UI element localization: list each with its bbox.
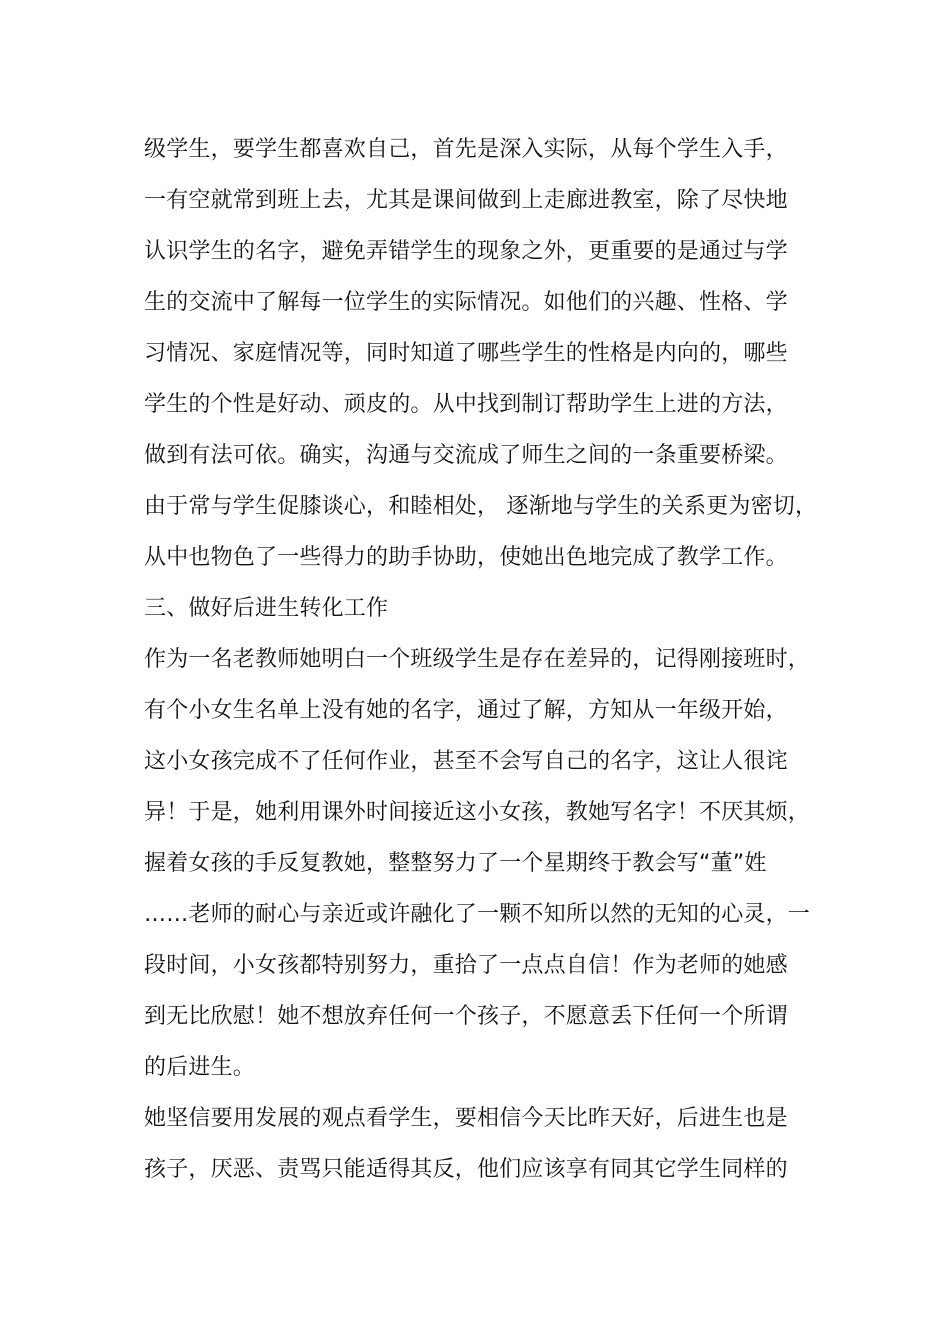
text-line: 段时间，小女孩都特别努力，重拾了一点点自信！作为老师的她感 (144, 953, 788, 978)
text-line: 到无比欣慰！她不想放弃任何一个孩子，不愿意丢下任何一个所谓 (144, 1004, 788, 1029)
text-line: 的后进生。 (144, 1055, 256, 1080)
text-line: 做到有法可依。确实，沟通与交流成了师生之间的一条重要桥梁。 (144, 443, 788, 468)
text-line: 生的交流中了解每一位学生的实际情况。如他们的兴趣、性格、学 (144, 290, 788, 315)
text-line: 一有空就常到班上去，尤其是课间做到上走廊进教室，除了尽快地 (144, 188, 788, 213)
text-line: 作为一名老教师她明白一个班级学生是存在差异的，记得刚接班时， (144, 647, 811, 672)
paragraph-3 (144, 1097, 834, 1199)
text-line: 异！于是，她利用课外时间接近这小女孩，教她写名字！不厌其烦， (144, 800, 811, 825)
text-line: 有个小女生名单上没有她的名字，通过了解，方知从一年级开始， (144, 698, 788, 723)
section-heading: 三、做好后进生转化工作 (144, 596, 389, 621)
text-line: 级学生，要学生都喜欢自己，首先是深入实际，从每个学生入手， (144, 137, 788, 162)
paragraph-1 (144, 128, 834, 587)
text-line: 学生的个性是好动、顽皮的。从中找到制订帮助学生上进的方法， (144, 392, 788, 417)
text-line: 从中也物色了一些得力的助手协助，使她出色地完成了教学工作。 (144, 545, 788, 570)
document-body (144, 128, 834, 1199)
text-line: 孩子，厌恶、责骂只能适得其反，他们应该享有同其它学生同样的 (144, 1157, 788, 1182)
text-line: 她坚信要用发展的观点看学生，要相信今天比昨天好，后进生也是 (144, 1106, 788, 1131)
paragraph-2 (144, 638, 834, 1097)
text-line: 握着女孩的手反复教她，整整努力了一个星期终于教会写“董”姓 (144, 851, 767, 876)
text-line: 认识学生的名字，避免弄错学生的现象之外，更重要的是通过与学 (144, 239, 788, 264)
text-line: 由于常与学生促膝谈心，和睦相处， 逐渐地与学生的关系更为密切， (144, 494, 818, 519)
text-line: ……老师的耐心与亲近或许融化了一颗不知所以然的无知的心灵，一 (144, 902, 811, 927)
text-line: 这小女孩完成不了任何作业，甚至不会写自己的名字，这让人很诧 (144, 749, 788, 774)
text-line: 习情况、家庭情况等，同时知道了哪些学生的性格是内向的，哪些 (144, 341, 788, 366)
